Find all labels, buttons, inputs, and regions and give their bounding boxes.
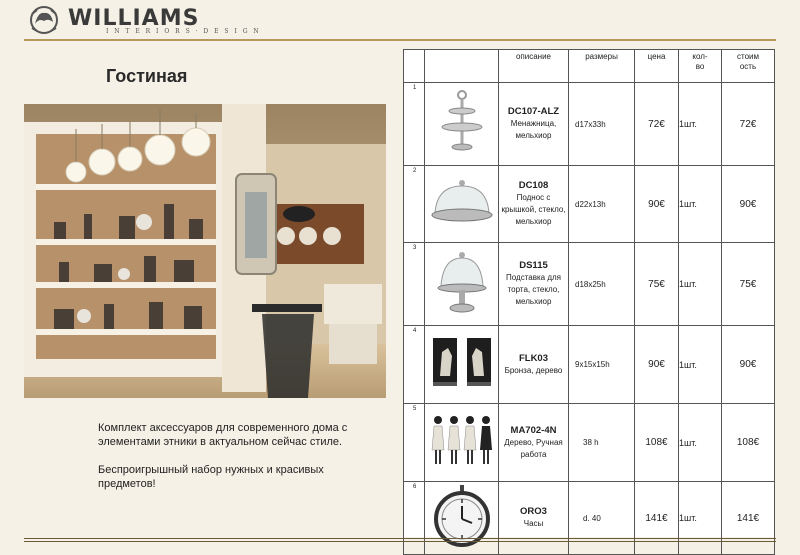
brand-tagline: I N T E R I O R S · D E S I G N bbox=[106, 28, 261, 35]
tiered-stand-icon bbox=[437, 89, 487, 155]
product-code: DS115 bbox=[519, 260, 548, 271]
product-total: 90€ bbox=[722, 326, 775, 404]
product-size: d22x13h bbox=[569, 166, 635, 243]
product-qty: 1шт. bbox=[679, 326, 722, 404]
brand-name: WILLIAMS bbox=[68, 6, 200, 31]
table-row bbox=[404, 83, 775, 166]
header-description: описание bbox=[499, 50, 569, 83]
product-total: 72€ bbox=[722, 83, 775, 166]
product-description bbox=[499, 166, 569, 243]
description-paragraph-2: Беспроигрышный набор нужных и красивых предметов! bbox=[98, 464, 324, 490]
description-text bbox=[98, 421, 358, 505]
product-image bbox=[425, 326, 499, 404]
product-description bbox=[499, 243, 569, 326]
product-image bbox=[425, 482, 499, 555]
glass-dome-tray-icon bbox=[429, 177, 495, 227]
product-material: Часы bbox=[523, 519, 544, 528]
brand-logo bbox=[26, 4, 261, 36]
row-number: 3 bbox=[404, 243, 425, 326]
bookends-icon bbox=[431, 334, 493, 390]
product-price: 75€ bbox=[635, 243, 679, 326]
product-code: ORO3 bbox=[520, 506, 547, 517]
row-number: 5 bbox=[404, 404, 425, 482]
cake-stand-icon bbox=[434, 250, 490, 314]
table-row bbox=[404, 482, 775, 555]
product-total: 108€ bbox=[722, 404, 775, 482]
header-price: цена bbox=[635, 50, 679, 83]
product-size: 38 h bbox=[569, 404, 635, 482]
product-image bbox=[425, 404, 499, 482]
product-price: 90€ bbox=[635, 326, 679, 404]
product-code: MA702-4N bbox=[510, 424, 557, 436]
product-material: Дерево, Ручная работа bbox=[504, 437, 563, 459]
product-total: 141€ bbox=[722, 482, 775, 555]
description-paragraph-1: Комплект аксессуаров для современного дома с элементами этники в актуальном сейчас стиле. bbox=[98, 422, 348, 448]
product-code: FLK03 bbox=[518, 352, 549, 364]
figurines-icon bbox=[429, 412, 495, 468]
row-number: 2 bbox=[404, 166, 425, 243]
table-header-row bbox=[404, 50, 775, 83]
product-material: Бронза, дерево bbox=[504, 365, 563, 375]
footer-rule bbox=[24, 538, 776, 539]
table-row bbox=[404, 404, 775, 482]
lion-crest-icon bbox=[26, 4, 62, 36]
product-qty: 1шт. bbox=[679, 404, 722, 482]
header-number bbox=[404, 50, 425, 83]
product-image bbox=[425, 166, 499, 243]
page-title: Гостиная bbox=[106, 66, 188, 86]
product-description bbox=[499, 482, 569, 555]
showroom-photo bbox=[24, 104, 386, 398]
product-size: d. 40 bbox=[569, 482, 635, 555]
product-description bbox=[499, 326, 569, 404]
footer-rule-secondary bbox=[24, 541, 776, 542]
product-material: Поднос с крышкой, стекло, мельхиор bbox=[501, 193, 566, 226]
table-row bbox=[404, 243, 775, 326]
product-table bbox=[403, 49, 774, 537]
row-number: 1 bbox=[404, 83, 425, 166]
header-rule bbox=[24, 39, 776, 41]
product-code: DC108 bbox=[518, 180, 549, 191]
header-image bbox=[425, 50, 499, 83]
header-qty: кол- во bbox=[679, 50, 722, 83]
product-price: 90€ bbox=[635, 166, 679, 243]
product-qty: 1шт. bbox=[679, 482, 722, 555]
product-material: Менажница, мельхиор bbox=[510, 119, 557, 140]
product-price: 108€ bbox=[635, 404, 679, 482]
product-price: 72€ bbox=[635, 83, 679, 166]
product-price: 141€ bbox=[635, 482, 679, 555]
product-code: DC107-ALZ bbox=[507, 106, 560, 117]
product-image bbox=[425, 83, 499, 166]
header-size: размеры bbox=[569, 50, 635, 83]
header-total: стоим ость bbox=[722, 50, 775, 83]
product-size: d17x33h bbox=[569, 83, 635, 166]
product-image bbox=[425, 243, 499, 326]
product-total: 90€ bbox=[722, 166, 775, 243]
product-material: Подставка для торта, стекло, мельхиор bbox=[506, 273, 561, 306]
product-description bbox=[499, 404, 569, 482]
row-number: 4 bbox=[404, 326, 425, 404]
table-row bbox=[404, 166, 775, 243]
product-description bbox=[499, 83, 569, 166]
product-qty: 1шт. bbox=[679, 243, 722, 326]
table-row bbox=[404, 326, 775, 404]
product-total: 75€ bbox=[722, 243, 775, 326]
product-qty: 1шт. bbox=[679, 83, 722, 166]
product-size: 9x15x15h bbox=[569, 326, 635, 404]
row-number: 6 bbox=[404, 482, 425, 555]
product-size: d18x25h bbox=[569, 243, 635, 326]
product-qty: 1шт. bbox=[679, 166, 722, 243]
